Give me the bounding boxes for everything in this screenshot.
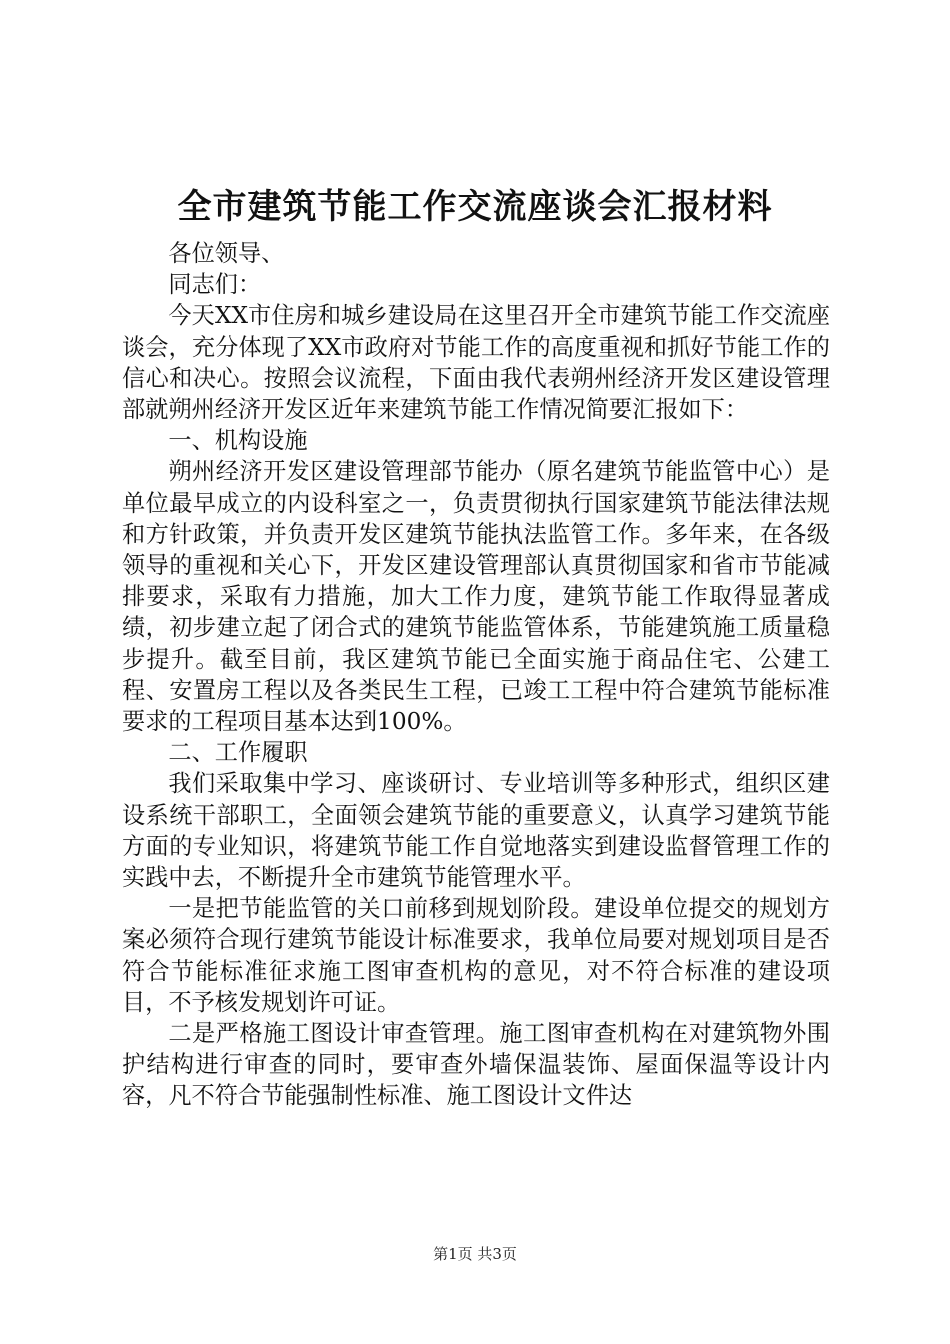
- salutation-line-2: 同志们：: [168, 271, 262, 299]
- page-number-footer: 第1页 共3页: [433, 1245, 517, 1263]
- point-2-paragraph: 二是严格施工图设计审查管理。施工图审查机构在对建筑物外围护结构进行审查的同时，要审查外墙保温装饰、屋面保温等设计内容，凡不符合节能强制性标准、施工图设计文件达: [122, 1020, 830, 1110]
- point-1-paragraph: 一是把节能监管的关口前移到规划阶段。建设单位提交的规划方案必须符合现行建筑节能设计标准要求，我单位局要对规划项目是否符合节能标准征求施工图审查机构的意见，对不符合标准的建设项目，不予核发规划许可证。: [122, 895, 830, 1016]
- section-2-paragraph: 我们采取集中学习、座谈研讨、专业培训等多种形式，组织区建设系统干部职工，全面领会建筑节能的重要意义，认真学习建筑节能方面的专业知识，将建筑节能工作自觉地落实到建设监督管理工作的实践中去，不断提升全市建筑节能管理水平。: [122, 770, 830, 892]
- salutation-line-1: 各位领导、: [168, 240, 285, 267]
- section-heading-1: 一、机构设施: [168, 427, 308, 455]
- section-1-paragraph: 朔州经济开发区建设管理部节能办（原名建筑节能监管中心）是单位最早成立的内设科室之一，负责贯彻执行国家建筑节能法律法规和方针政策，并负责开发区建筑节能执法监管工作。多年来，在各级领导的重视和关心下，开发区建设管理部认真贯彻国家和省市节能减排要求，采取有力措施，加大工作力度，建筑节能工作取得显著成绩，初步建立起了闭合式的建筑节能监管体系，节能建筑施工质量稳步提升。截至目前，我区建筑节能已全面实施于商品住宅、公建工程、安置房工程以及各类民生工程，已竣工工程中符合建筑节能标准要求的工程项目基本达到100%。: [122, 458, 830, 736]
- document-title: 全市建筑节能工作交流座谈会汇报材料: [177, 187, 773, 227]
- document-body: [122, 238, 830, 1112]
- section-heading-2: 二、工作履职: [168, 739, 308, 767]
- intro-paragraph: 今天XX市住房和城乡建设局在这里召开全市建筑节能工作交流座谈会，充分体现了XX市政府对节能工作的高度重视和抓好节能工作的信心和决心。按照会议流程，下面由我代表朔州经济开发区建设管理部就朔州经济开发区近年来建筑节能工作情况简要汇报如下：: [122, 302, 830, 424]
